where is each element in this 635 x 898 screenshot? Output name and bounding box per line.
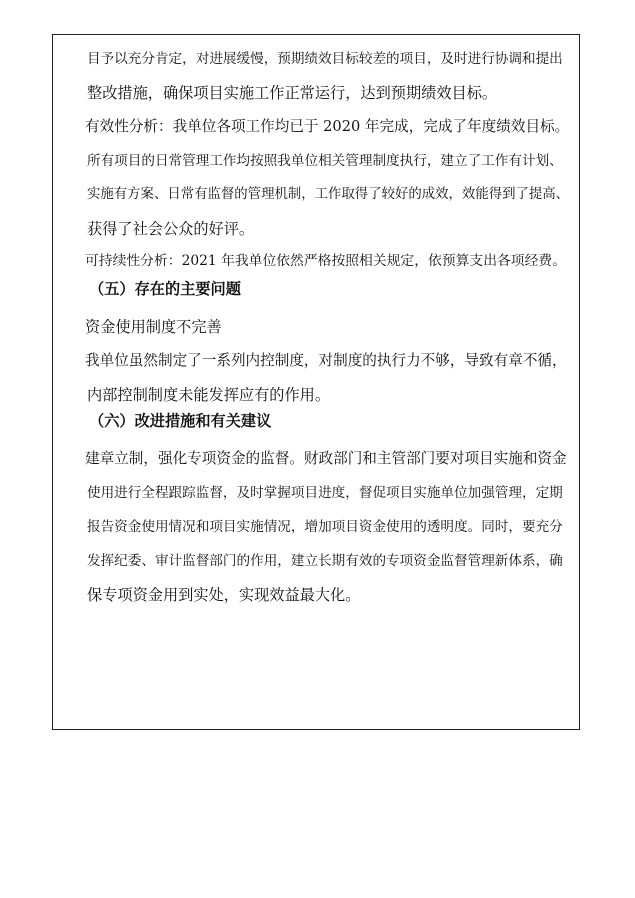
section6-line5: 保专项资金用到实处，实现效益最大化。	[87, 586, 361, 604]
section6-heading: （六）改进措施和有关建议	[89, 412, 272, 430]
section6-line4: 发挥纪委、审计监督部门的作用，建立长期有效的专项资金监督管理新体系，确	[87, 553, 563, 569]
content-frame	[52, 34, 580, 730]
section5-line2: 内部控制制度未能发挥应有的作用。	[87, 386, 330, 404]
section5-subtitle: 资金使用制度不完善	[85, 318, 222, 336]
para1-line2: 整改措施，确保项目实施工作正常运行，达到预期绩效目标。	[87, 84, 498, 102]
para2-line3: 实施有方案、日常有监督的管理机制，工作取得了较好的成效，效能得到了提高、	[87, 187, 570, 202]
section5-heading: （五）存在的主要问题	[89, 280, 241, 298]
para3-line1: 可持续性分析：2021 年我单位依然严格按照相关规定，依预算支出各项经费。	[85, 253, 566, 269]
section5-line1: 我单位虽然制定了一系列内控制度，对制度的执行力不够，导致有章不循，	[85, 352, 567, 369]
section6-line3: 报告资金使用情况和项目实施情况，增加项目资金使用的透明度。同时，要充分	[87, 519, 563, 535]
section6-line1: 建章立制，强化专项资金的监督。财政部门和主管部门要对项目实施和资金	[85, 450, 567, 467]
para2-line1: 有效性分析：我单位各项工作均已于 2020 年完成，完成了年度绩效目标。	[85, 118, 570, 135]
para2-line2: 所有项目的日常管理工作均按照我单位相关管理制度执行，建立了工作有计划、	[87, 153, 563, 169]
para1-line1: 目予以充分肯定，对进展缓慢，预期绩效目标较差的项目，及时进行协调和提出	[87, 51, 563, 67]
section6-line2: 使用进行全程跟踪监督，及时掌握项目进度，督促项目实施单位加强管理，定期	[87, 485, 563, 501]
para2-line4: 获得了社会公众的好评。	[87, 220, 255, 238]
